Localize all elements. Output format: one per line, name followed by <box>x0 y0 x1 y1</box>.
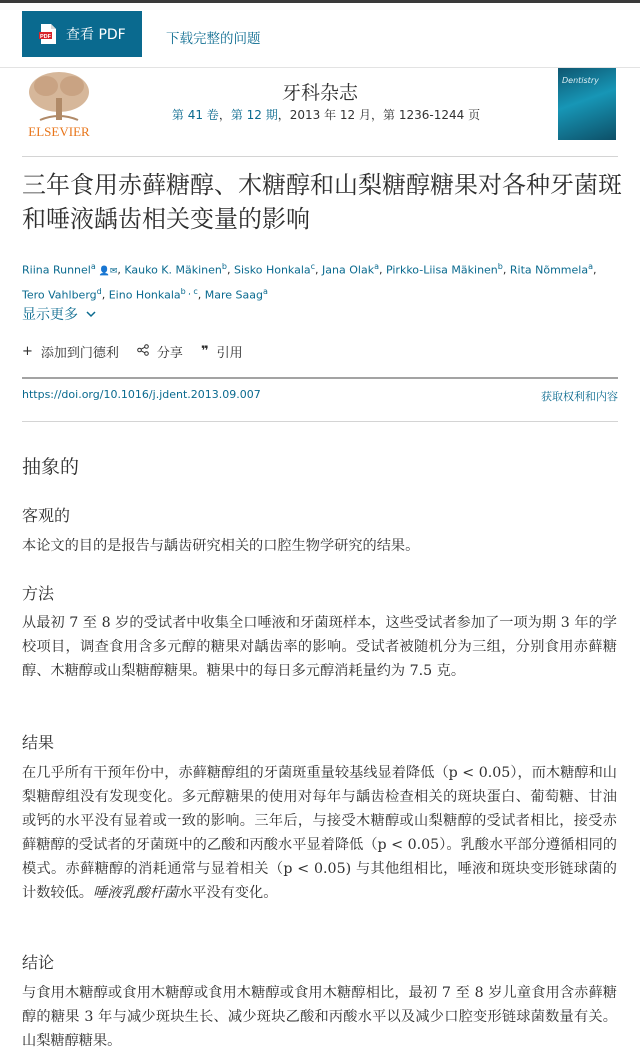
doi-link[interactable]: https://doi.org/10.1016/j.jdent.2013.09.007 <box>22 388 261 401</box>
author-separator: , <box>592 263 597 277</box>
author-separator: , <box>315 263 323 277</box>
svg-text:PDF: PDF <box>40 33 51 40</box>
author-link[interactable]: Tero Vahlberg <box>22 288 97 302</box>
elsevier-wordmark: ELSEVIER <box>28 124 90 139</box>
methods-text: 从最初 7 至 8 岁的受试者中收集全口唾液和牙菌斑样本，这些受试者参加了一项为期 3 年的学校项目，调查食用含多元醇的糖果对龋齿率的影响。受试者被随机分为三组，分别食用赤藓糖醇、木糖醇或山梨糖醇糖果。糖果中的每日多元醇消耗量约为 7.5 克。 <box>22 615 617 679</box>
author-link[interactable]: Jana Olak <box>322 263 375 277</box>
view-pdf-label: 查看 PDF <box>66 27 126 43</box>
author-separator: , <box>117 263 125 277</box>
author-affiliation-sup: d <box>96 286 102 296</box>
results-text-italic: 唾液乳酸杆菌 <box>92 885 179 901</box>
author-link[interactable]: Pirkko-Liisa Mäkinen <box>385 263 498 277</box>
issue-date: 2013 年 12 月 <box>289 108 372 122</box>
journal-issue-info: 第 41 卷，第 12 期，2013 年 12 月，第 1236-1244 页 <box>171 108 481 122</box>
rights-and-content-link[interactable]: 获取权利和内容 <box>541 390 618 403</box>
author-affiliation-sup: b <box>497 262 503 271</box>
quote-icon: ❞ <box>200 344 209 359</box>
toolbar <box>0 3 640 68</box>
add-to-mendeley-label: 添加到门德利 <box>40 346 119 361</box>
author-affiliation-sup: a <box>90 262 96 271</box>
author-affiliation-sup: b <box>221 262 227 271</box>
author-affiliation-sup: a <box>374 262 379 271</box>
results-text-end: 水平没有变化。 <box>178 885 278 901</box>
share-label: 分享 <box>156 346 183 361</box>
download-issue-link[interactable]: 下载完整的问题 <box>166 31 261 47</box>
author-affiliation-sup: c <box>310 262 316 271</box>
journal-cover-image[interactable] <box>558 68 616 140</box>
doi-divider <box>22 377 618 379</box>
author-link[interactable]: Mare Saag <box>204 288 263 302</box>
objective-heading: 客观的 <box>22 506 71 525</box>
results-heading: 结果 <box>22 733 55 752</box>
page-range: 第 1236-1244 页 <box>383 108 481 122</box>
volume-link[interactable]: 第 41 卷 <box>171 108 219 122</box>
author-list <box>22 257 622 305</box>
conclusion-text: 与食用木糖醇或食用木糖醇或食用木糖醇或食用木糖醇相比，最初 7 至 8 岁儿童食用含赤藓糖醇的糖果 3 年与减少斑块生长、减少斑块乙酸和丙酸水平以及减少口腔变形链球菌数量有关。山梨糖醇糖果。 <box>22 985 617 1049</box>
author-separator: , <box>226 263 234 277</box>
author-link[interactable]: Rita Nõmmela <box>509 263 589 277</box>
author-link[interactable]: Sisko Honkala <box>233 263 311 277</box>
methods-heading: 方法 <box>22 584 55 603</box>
author-link[interactable]: Riina Runnel <box>22 263 91 277</box>
share-icon <box>137 344 149 360</box>
add-to-mendeley-button[interactable] <box>22 342 119 361</box>
doi-underline <box>22 421 618 422</box>
author-separator: , <box>197 288 205 302</box>
author-separator: , <box>101 288 109 302</box>
pdf-icon <box>38 23 58 45</box>
objective-text: 本论文的目的是报告与龋齿研究相关的口腔生物学研究的结果。 <box>22 538 420 554</box>
author-affiliation-sup: a <box>262 286 268 296</box>
results-text <box>22 761 617 905</box>
author-link[interactable]: Kauko K. Mäkinen <box>124 263 222 277</box>
author-separator: , <box>378 263 386 277</box>
abstract-heading: 抽象的 <box>22 456 80 478</box>
author-affiliation-sup: a <box>588 262 593 271</box>
cite-label: 引用 <box>216 346 243 361</box>
journal-title[interactable]: 牙科杂志 <box>281 82 358 104</box>
issue-link[interactable]: 第 12 期 <box>230 108 278 122</box>
cover-title: Dentistry <box>562 76 599 85</box>
view-pdf-button[interactable] <box>22 11 142 57</box>
author-link[interactable]: Eino Honkala <box>108 288 181 302</box>
header-divider <box>22 156 618 157</box>
cite-button[interactable] <box>201 342 243 361</box>
chevron-down-icon <box>86 309 96 319</box>
show-more-button[interactable] <box>22 304 96 324</box>
conclusion-heading: 结论 <box>22 953 55 972</box>
results-text-main: 在几乎所有干预年份中，赤藓糖醇组的牙菌斑重量较基线显着降低（p < 0.05），而木糖醇和山梨糖醇组没有发现变化。多元醇糖果的使用对每年与龋齿检查相关的斑块蛋白、葡萄糖、甘油或钙的水平没有显着或一致的影响。三年后，与接受木糖醇或山梨糖醇的受试者相比，接受赤藓糖醇的受试者的牙菌斑中的乙酸和丙酸水平显着降低（p < 0.05）。乳酸水平部分遵循相同的模式。赤藓糖醇的消耗通常与显着相关（p < 0.05) 与其他组相比，唾液和斑块变形链球菌的计数较低。 <box>22 765 617 901</box>
article-actions <box>22 342 261 361</box>
plus-icon: + <box>22 344 33 359</box>
share-button[interactable] <box>137 342 183 361</box>
author-contact-icons[interactable]: 👤✉ <box>95 266 118 277</box>
author-affiliation-sup: b , c <box>180 286 198 296</box>
show-more-label: 显示更多 <box>22 307 78 323</box>
article-title: 三年食用赤藓糖醇、木糖醇和山梨糖醇糖果对各种牙菌斑和唾液龋齿相关变量的影响 <box>22 171 622 233</box>
author-separator: , <box>502 263 510 277</box>
